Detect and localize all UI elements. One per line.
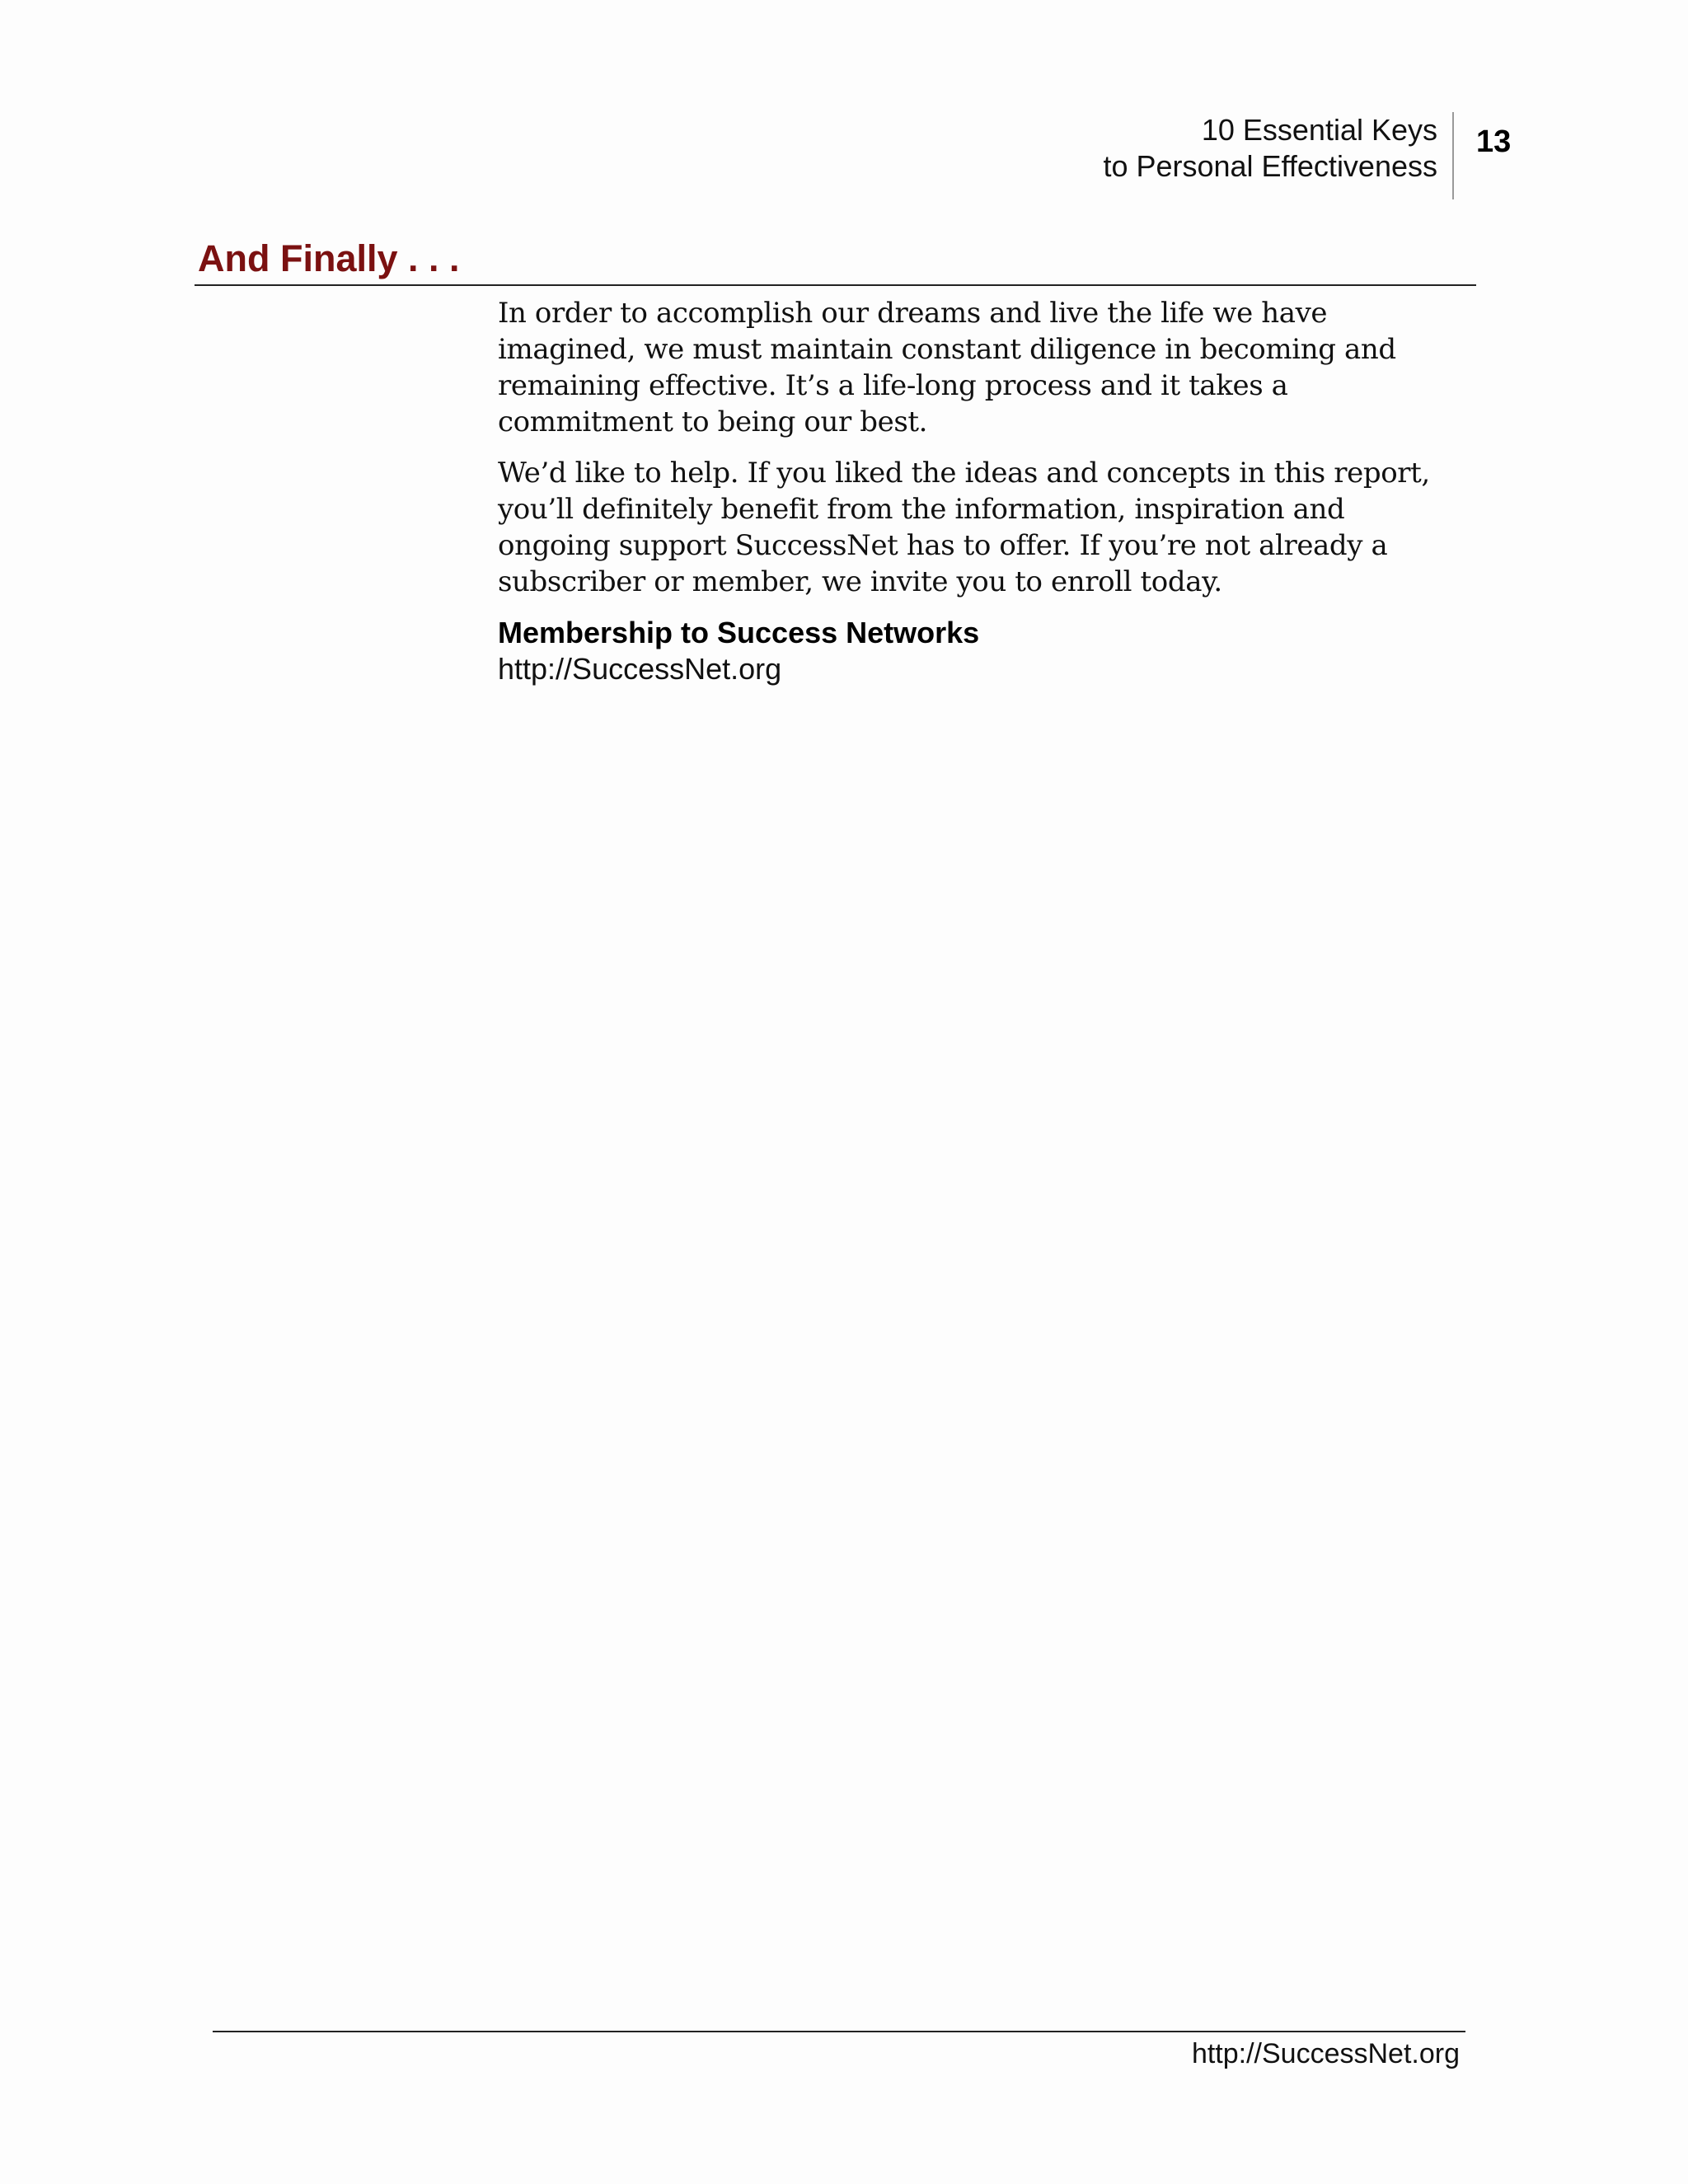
membership-title: Membership to Success Networks xyxy=(498,616,980,649)
running-header xyxy=(1103,112,1437,185)
header-title-line-1: 10 Essential Keys xyxy=(1201,113,1437,147)
body-paragraph: In order to accomplish our dreams and live the life we have imagined, we must maintain constant diligence in becoming and remaining effective. It’s a life-long process and it takes a commitment to being our best. xyxy=(498,297,1396,438)
header-divider xyxy=(1452,112,1454,199)
footer-rule xyxy=(213,2031,1465,2032)
footer-url[interactable]: http://SuccessNet.org xyxy=(1191,2038,1460,2069)
page-number: 13 xyxy=(1476,124,1512,159)
header-title-line-2: to Personal Effectiveness xyxy=(1103,149,1437,183)
body-column xyxy=(498,295,1454,687)
section-heading: And Finally . . . xyxy=(198,237,460,279)
body-paragraph: We’d like to help. If you liked the ideas and concepts in this report, you’ll definitely benefit from the information, inspiration and ongoing support SuccessNet has to offer. If you’re not already a subscriber or member, we invite you to enroll today. xyxy=(498,457,1430,598)
membership-link[interactable]: http://SuccessNet.org xyxy=(498,652,782,686)
section-rule xyxy=(195,284,1476,286)
